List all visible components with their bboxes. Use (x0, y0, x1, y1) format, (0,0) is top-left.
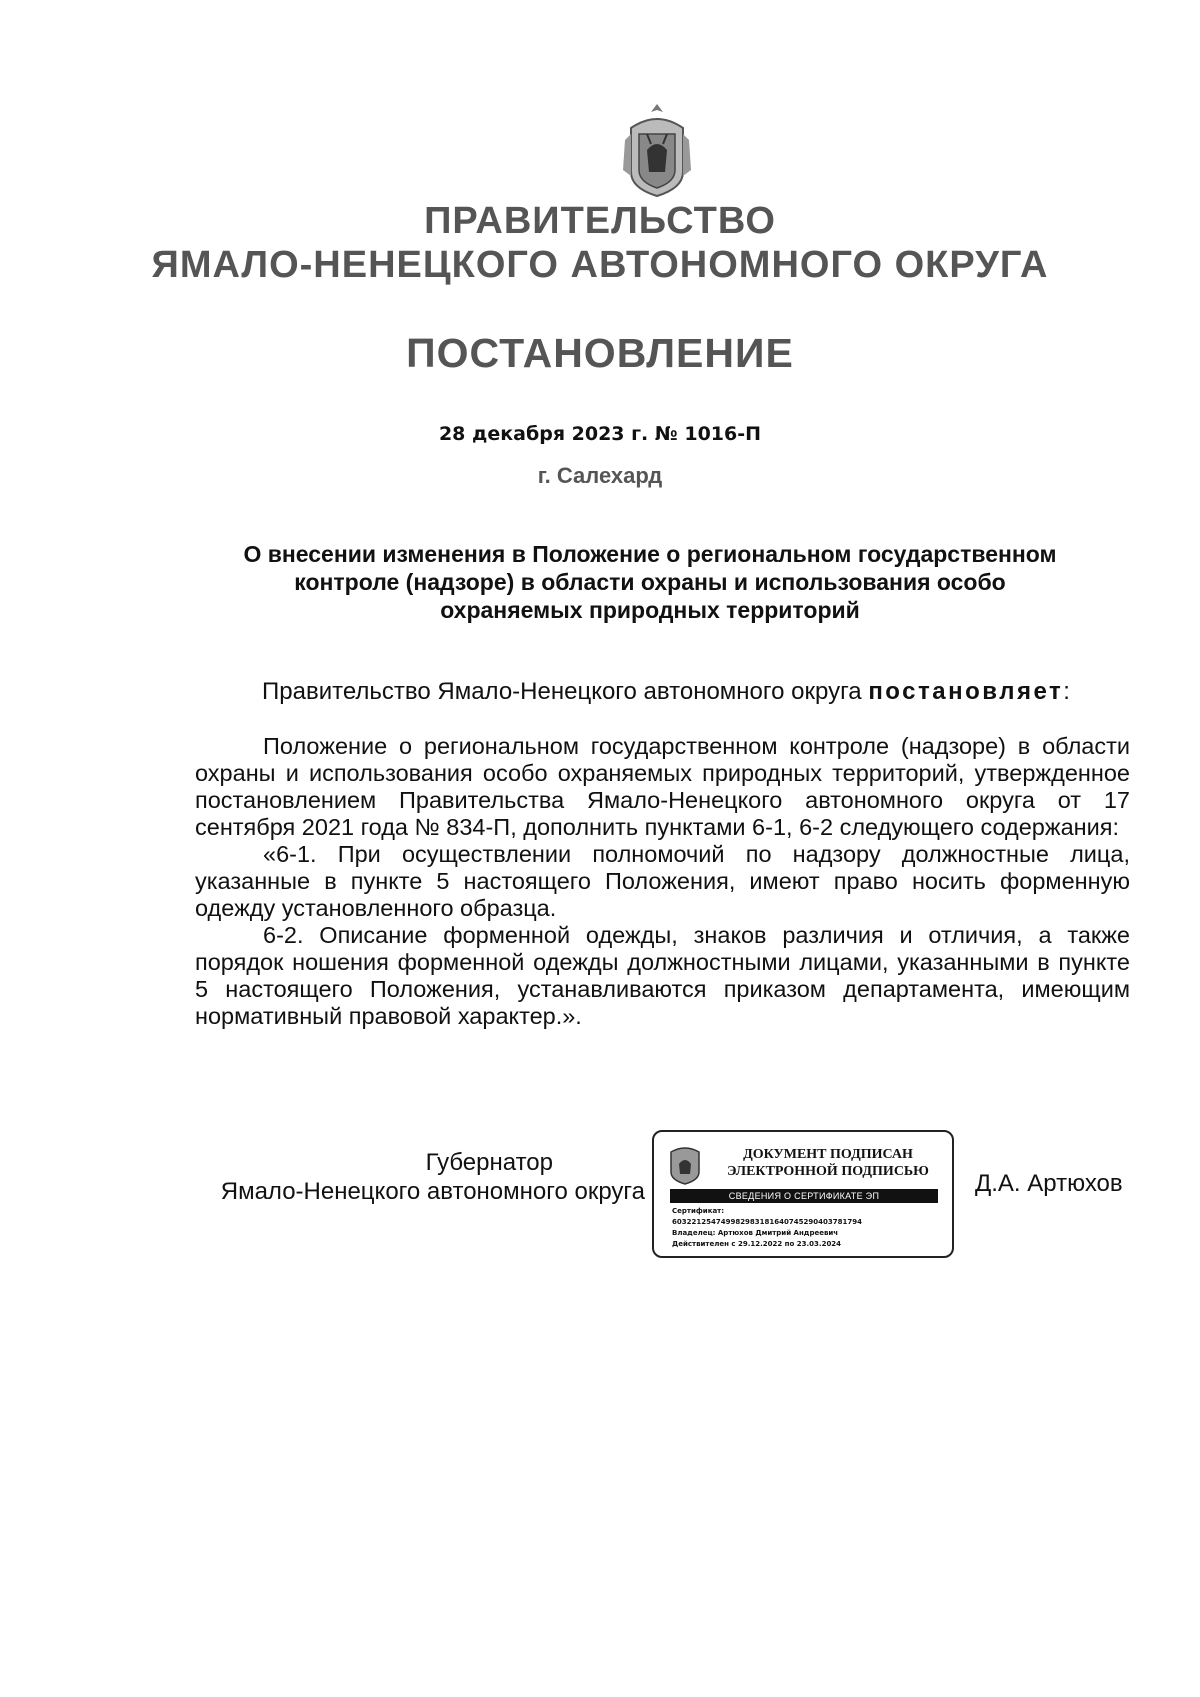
document-body (195, 733, 1130, 1030)
stamp-title-line: ЭЛЕКТРОННОЙ ПОДПИСЬЮ (727, 1164, 929, 1179)
document-subject (180, 540, 1120, 624)
coat-of-arms-emblem (617, 100, 697, 200)
stamp-cert-label: Сертификат: (672, 1207, 725, 1215)
preamble-text: Правительство Ямало-Ненецкого автономного округа (262, 678, 869, 705)
stamp-cert-value: 603221254749982983181640745290403781794 (672, 1218, 862, 1226)
coat-of-arms-small (667, 1142, 703, 1186)
subject-line: О внесении изменения в Положение о региональном государственном (243, 541, 1057, 567)
preamble-colon: : (1063, 678, 1070, 705)
stamp-validity: Действителен с 29.12.2022 по 23.03.2024 (672, 1240, 842, 1248)
signatory-organization: Ямало-Ненецкого автономного округа (220, 1178, 645, 1205)
date-number: 28 декабря 2023 г. № 1016-П (438, 423, 762, 445)
electronic-signature-stamp (652, 1130, 954, 1258)
subject-line: контроле (надзоре) в области охраны и использования особо (294, 569, 1006, 595)
body-paragraph: 6-2. Описание форменной одежды, знаков различия и отличия, а также порядок ношения форменной одежды должностными лицами, указанными в пункте 5 настоящего Положения, устанавливаются приказом департамента, имеющим нормативный правовой характер.». (195, 922, 1130, 1029)
signatory-role: Губернатор (425, 1149, 553, 1176)
government-title-line2: ЯМАЛО-НЕНЕЦКОГО АВТОНОМНОГО ОКРУГА (151, 244, 1049, 286)
signatory-name: Д.А. Артюхов (975, 1170, 1123, 1197)
stamp-certificate-info (672, 1206, 942, 1250)
body-paragraph: «6-1. При осуществлении полномочий по надзору должностные лица, указанные в пункте 5 настоящего Положения, имеют право носить форменную одежду установленного образца. (195, 841, 1130, 921)
signatory-title (195, 1148, 645, 1206)
stamp-certificate-bar: СВЕДЕНИЯ О СЕРТИФИКАТЕ ЭП (670, 1189, 938, 1203)
stamp-title-line: ДОКУМЕНТ ПОДПИСАН (743, 1147, 913, 1162)
stamp-title (712, 1146, 944, 1180)
stamp-owner: Владелец: Артюхов Дмитрий Андреевич (672, 1229, 839, 1237)
document-type-heading: ПОСТАНОВЛЕНИЕ (406, 330, 794, 376)
preamble-decree-word: постановляет (868, 678, 1064, 705)
subject-line: охраняемых природных территорий (440, 597, 860, 623)
government-title-line1: ПРАВИТЕЛЬСТВО (424, 200, 776, 242)
preamble (194, 677, 1124, 706)
city: г. Салехард (537, 463, 663, 488)
body-paragraph: Положение о региональном государственном контроле (надзоре) в области охраны и использования особо охраняемых природных территорий, утвержденное постановлением Правительства Ямало-Ненецкого автономного округа от 17 сентября 2021 года № 834-П, дополнить пунктами 6-1, 6-2 следующего содержания: (195, 733, 1130, 840)
